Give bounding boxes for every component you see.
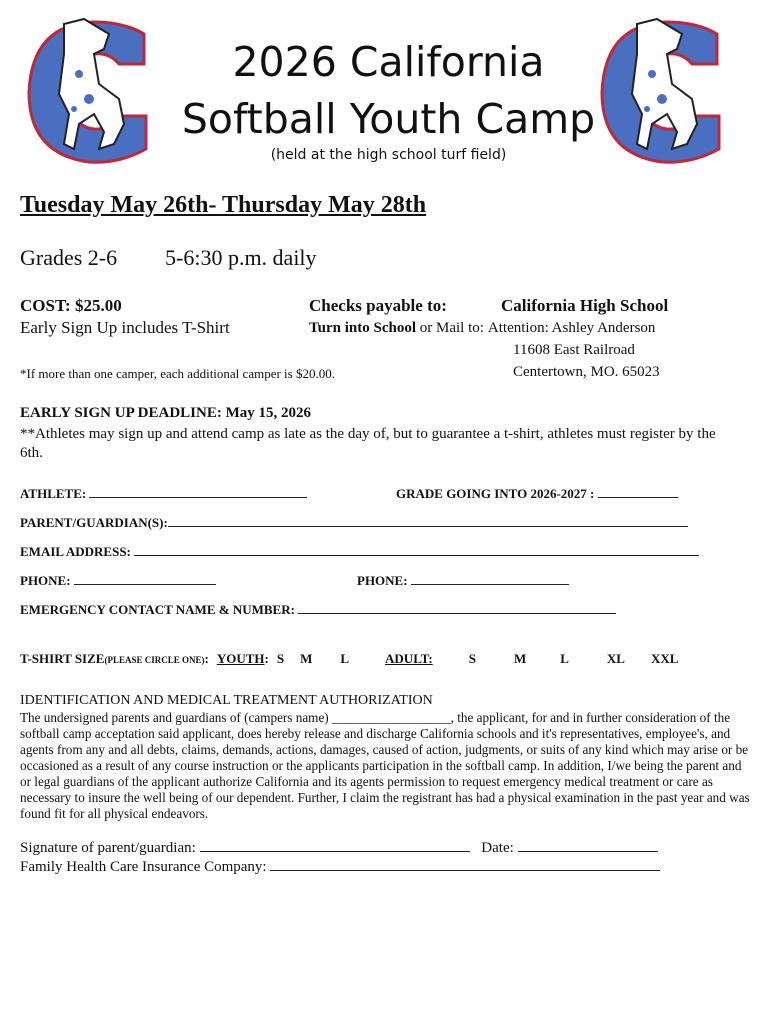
tshirt-note: (PLEASE CIRCLE ONE) [104, 655, 205, 665]
youth-size-l[interactable]: L [340, 651, 350, 666]
adult-label: ADULT: [385, 651, 433, 666]
page-title-line2: Softball Youth Camp [181, 95, 596, 143]
phone-field[interactable] [74, 583, 216, 585]
athlete-field[interactable] [89, 496, 307, 498]
signature-field[interactable] [200, 850, 470, 852]
mail-street: 11608 East Railroad [513, 342, 635, 358]
date-label: Date: [481, 840, 514, 856]
payee: California High School [501, 296, 669, 315]
signature-label: Signature of parent/guardian: [20, 840, 196, 856]
adult-size-xxl[interactable]: XXL [650, 651, 679, 666]
adult-size-xl[interactable]: XL [606, 651, 625, 666]
tshirt-row [20, 651, 678, 667]
early-signup-note: Early Sign Up includes T-Shirt [20, 318, 230, 337]
emergency-field[interactable] [298, 612, 616, 614]
authorization-text: The undersigned parents and guardians of (campers name) __________________, the applicant, for and in further consideration of the softball camp acceptation said applicant, does hereby release and discharge California schools and it's representatives, employee's, and agents from any and all debts, claims, demands, actions, damages, caused of action, judgments, or suits of any kind which may arise or be occasioned as a result of any course instruction or the applicants participation in the softball camp. In addition, I/we being the parent and or legal guardians of the applicant authorize California and its agents permission to request emergency medical treatment or care as necessary to insure the well being of our dependent. Further, I claim the registrant has had a physical examination in the past year and was found fit for all physical endeavors. [20, 710, 750, 821]
authorization-heading: IDENTIFICATION AND MEDICAL TREATMENT AUTHORIZATION [20, 693, 433, 708]
turn-in-label: Turn into School [309, 320, 416, 336]
grade-label: GRADE GOING INTO 2026-2027 : [396, 486, 595, 501]
tshirt-colon: : [204, 651, 209, 666]
deadline: EARLY SIGN UP DEADLINE: May 15, 2026 [20, 405, 312, 421]
deadline-note: **Athletes may sign up and attend camp as late as the day of, but to guarantee a t-shirt, athletes must register by the 6th. [20, 426, 716, 461]
mail-city: Centertown, MO. 65023 [513, 364, 660, 380]
youth-size-s[interactable]: S [276, 651, 285, 666]
page-subtitle: (held at the high school turf field) [270, 147, 507, 163]
page-title-line1: 2026 California [232, 38, 545, 86]
youth-size-m[interactable]: M [300, 651, 313, 666]
camp-dates: Tuesday May 26th- Thursday May 28th [20, 192, 427, 218]
youth-label: YOUTH [216, 651, 265, 666]
parent-field[interactable] [168, 525, 688, 527]
date-field[interactable] [518, 850, 658, 852]
adult-size-s[interactable]: S [468, 651, 476, 666]
authorization-section [20, 692, 755, 877]
insurance-field[interactable] [270, 869, 660, 871]
checks-label: Checks payable to: [309, 296, 447, 315]
insurance-label: Family Health Care Insurance Company: [20, 859, 267, 875]
emergency-label: EMERGENCY CONTACT NAME & NUMBER: [20, 602, 295, 617]
phone-label: PHONE: [20, 573, 71, 588]
athlete-label: ATHLETE: [20, 486, 87, 501]
parent-label: PARENT/GUARDIAN(S): [20, 515, 168, 530]
additional-camper-note: *If more than one camper, each additional camper is $20.00. [20, 366, 335, 381]
grades: Grades 2-6 [20, 245, 118, 270]
mail-to-label: or Mail to: [416, 320, 484, 336]
phone2-label: PHONE: [357, 573, 408, 588]
tshirt-label: T-SHIRT SIZE [20, 651, 105, 666]
phone2-field[interactable] [411, 583, 569, 585]
adult-size-l[interactable]: L [560, 651, 569, 666]
camp-time: 5-6:30 p.m. daily [165, 245, 317, 270]
youth-colon: : [264, 651, 269, 666]
email-label: EMAIL ADDRESS: [20, 544, 131, 559]
mail-attention: Attention: Ashley Anderson [487, 320, 656, 336]
email-field[interactable] [134, 554, 699, 556]
grade-field[interactable] [598, 496, 678, 498]
adult-size-m[interactable]: M [513, 651, 527, 666]
mail-instructions-row [309, 320, 655, 337]
cost: COST: $25.00 [20, 296, 122, 315]
